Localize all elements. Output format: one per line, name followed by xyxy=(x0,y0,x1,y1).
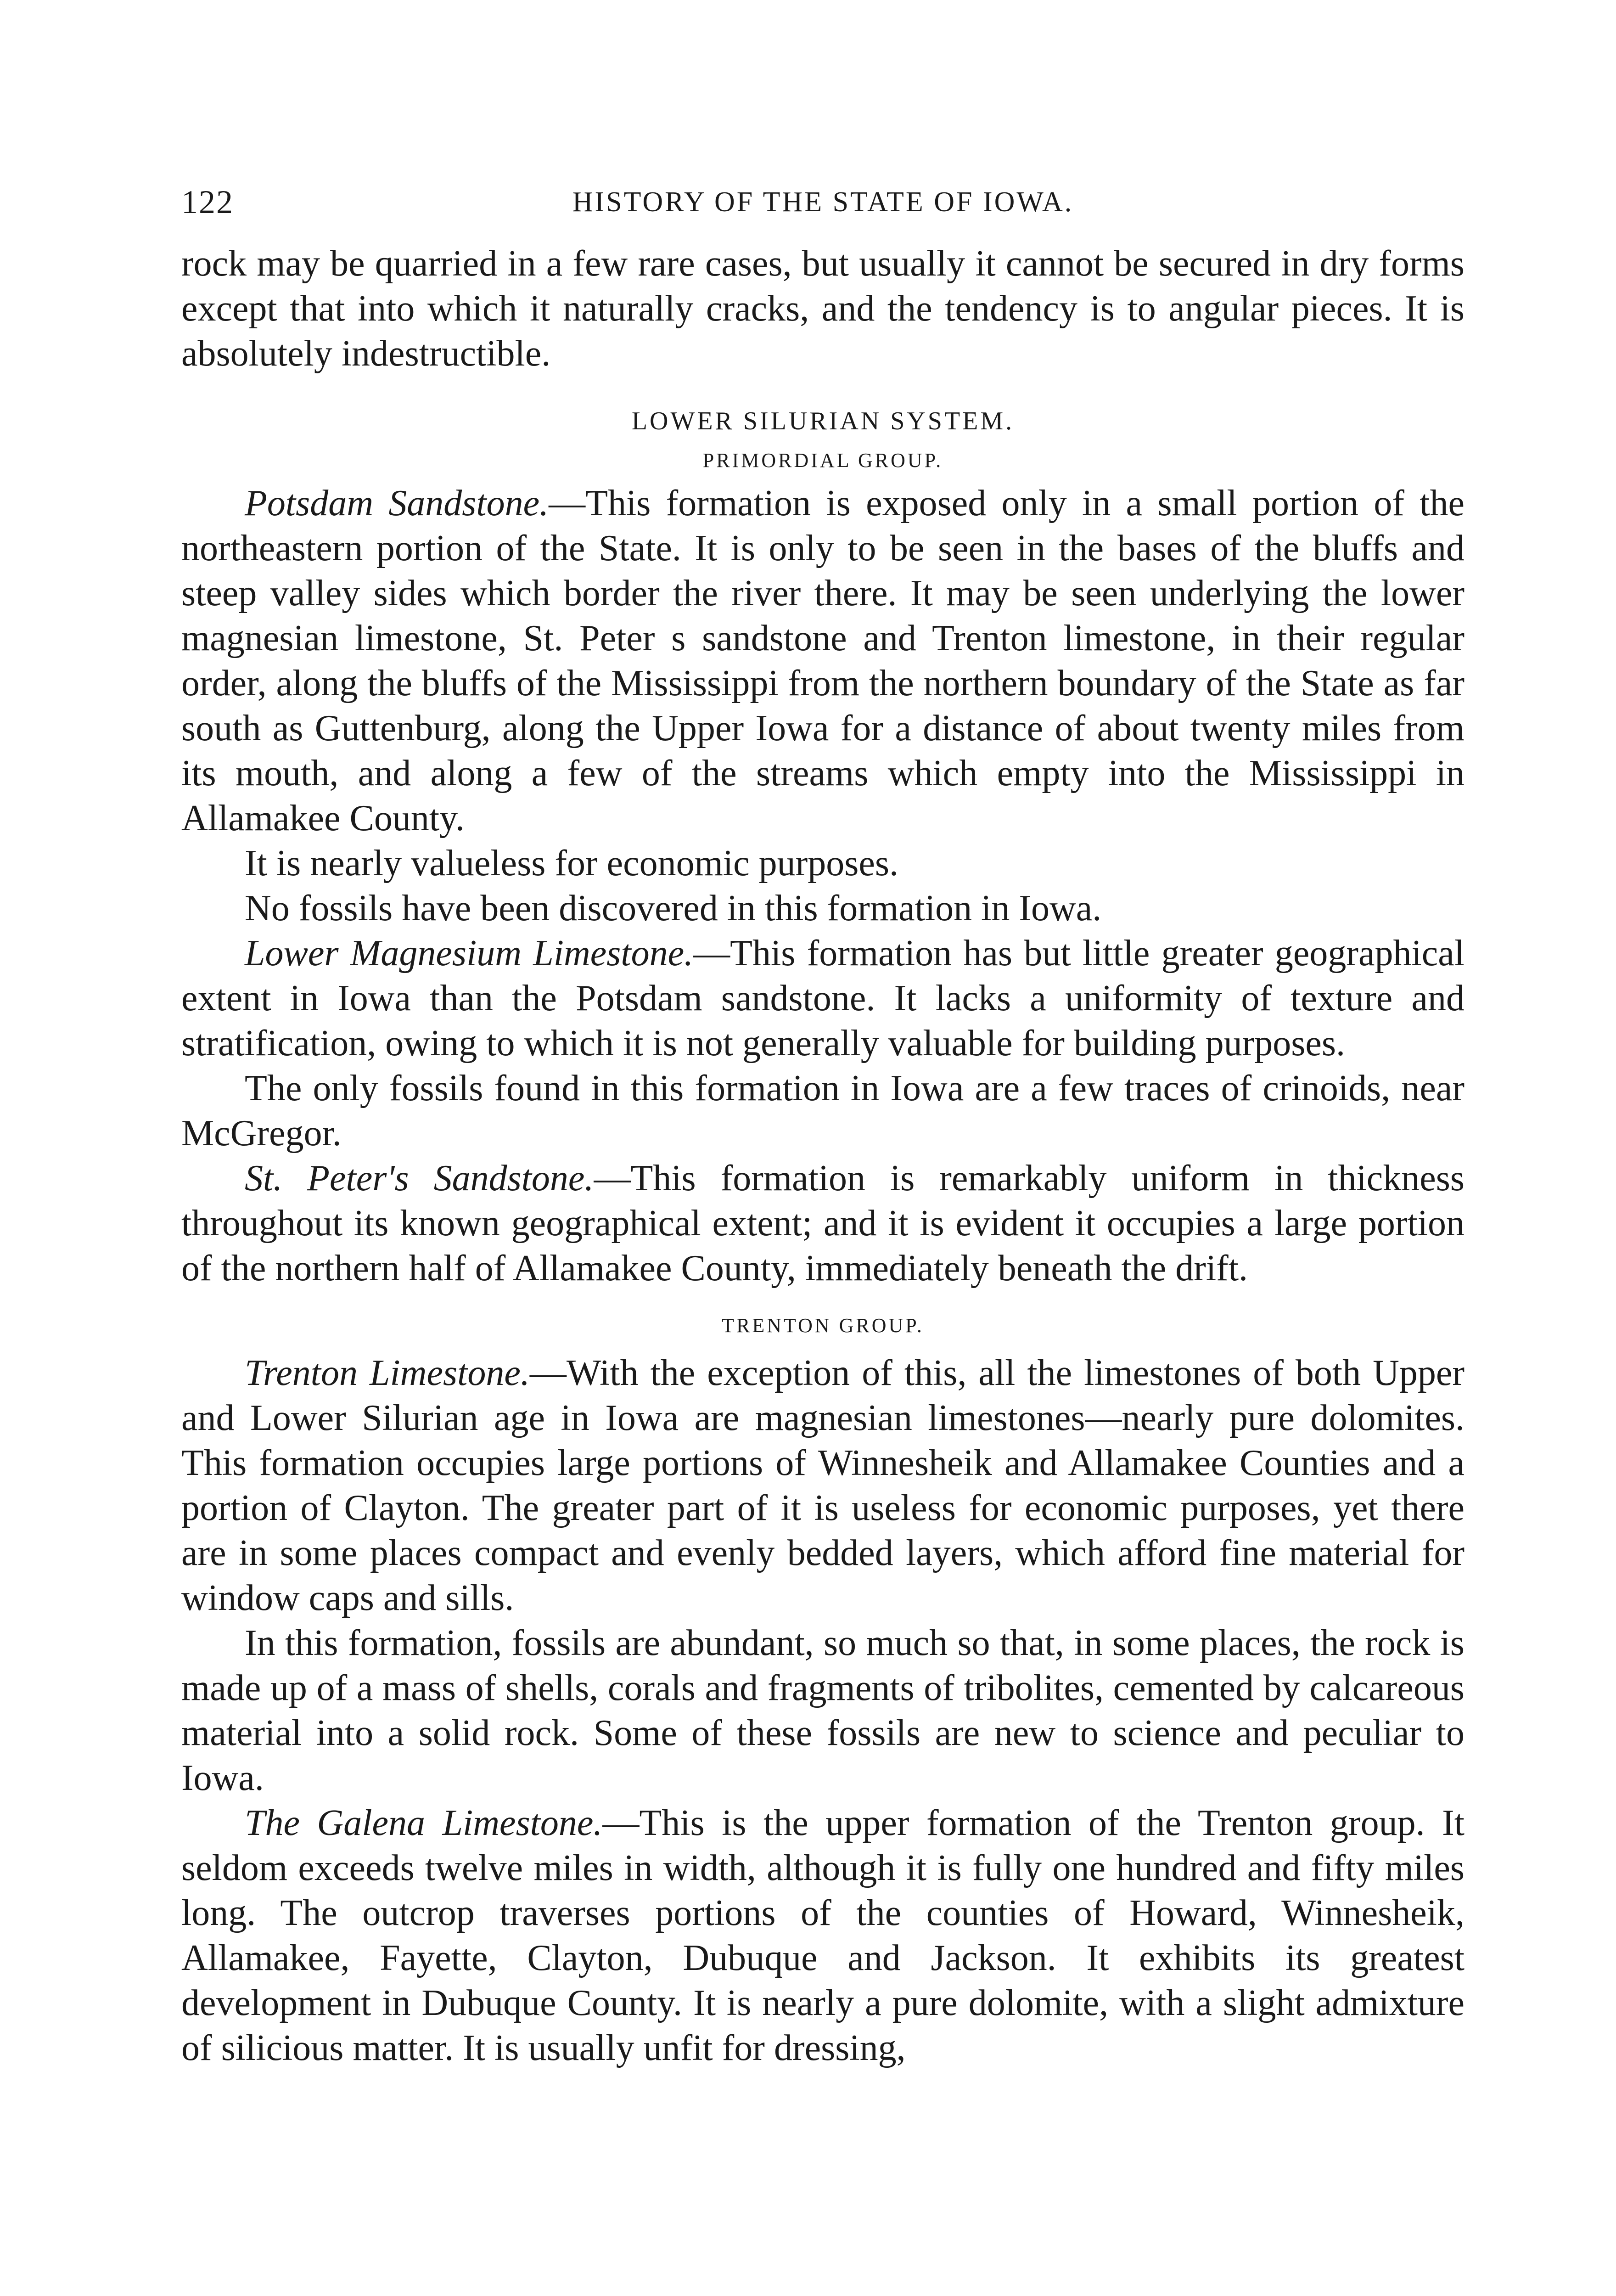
group-heading-trenton: TRENTON GROUP. xyxy=(722,1314,924,1337)
lead-galena: The Galena Limestone. xyxy=(245,1803,603,1843)
text-trenton-limestone: —With the exception of this, all the limestones of both Upper and Lower Silurian age in Iowa are magnesian limestones—nearly pure dolomites. This formation occupies large portions of Winnesheik and Allamakee Counties and a portion of Clayton. The greater part of it is useless for economic purposes, yet there are in some places compact and evenly bedded layers, which afford fine material for window caps and sills. xyxy=(181,1353,1464,1618)
paragraph-st-peters xyxy=(181,1156,1464,1291)
paragraph-trenton-fossils: In this formation, fossils are abundant, so much so that, in some places, the rock is made up of a mass of shells, corals and fragments of tribolites, cemented by calcareous material into a solid rock. Some of these fossils are new to science and peculiar to Iowa. xyxy=(181,1623,1464,1798)
paragraph-lower-magnesian xyxy=(181,931,1464,1066)
lead-lower-magnesian: Lower Magnesium Limestone. xyxy=(245,933,694,974)
text-st-peters: —This formation is remarkably uniform in thickness throughout its known geographical extent; and it is evident it occupies a large portion of the northern half of Allamakee County, immediately beneath the drift. xyxy=(181,1158,1464,1289)
section-heading: LOWER SILURIAN SYSTEM. xyxy=(631,407,1015,435)
running-title: HISTORY OF THE STATE OF IOWA. xyxy=(572,186,1074,218)
body-text xyxy=(181,241,1464,2071)
text-potsdam: —This formation is exposed only in a small portion of the northeastern portion of the State. It is only to be seen in the bases of the bluffs and steep valley sides which border the river there. It may be seen underlying the lower magnesian limestone, St. Peter s sandstone and Trenton limestone, in their regular order, along the bluffs of the Mississippi from the northern boundary of the State as far south as Guttenburg, along the Upper Iowa for a distance of about twenty miles from its mouth, and along a few of the streams which empty into the Mississippi in Allamakee County. xyxy=(181,483,1464,838)
text-galena: —This is the upper formation of the Trenton group. It seldom exceeds twelve miles in width, although it is fully one hundred and fifty miles long. The outcrop traverses portions of the counties of Howard, Winnesheik, Allamakee, Fayette, Clayton, Dubuque and Jackson. It exhibits its greatest development in Dubuque County. It is nearly a pure dolomite, with a slight admixture of silicious matter. It is usually unfit for dressing, xyxy=(181,1803,1464,2068)
paragraph-potsdam-fossils: No fossils have been discovered in this formation in Iowa. xyxy=(245,888,1102,929)
paragraph-galena xyxy=(181,1801,1464,2071)
running-head xyxy=(181,181,1464,223)
paragraph-potsdam xyxy=(181,481,1464,841)
book-page xyxy=(181,181,1464,2071)
paragraph-trenton-limestone xyxy=(181,1351,1464,1621)
page-number: 122 xyxy=(181,184,234,220)
lead-potsdam: Potsdam Sandstone. xyxy=(245,483,549,523)
continuation-paragraph: rock may be quarried in a few rare cases, but usually it cannot be secured in dry forms except that into which it naturally cracks, and the tendency is to angular pieces. It is absolutely indestructible. xyxy=(181,243,1464,374)
paragraph-lower-magnesian-fossils: The only fossils found in this formation in Iowa are a few traces of crinoids, near McGregor. xyxy=(181,1068,1464,1154)
lead-trenton-limestone: Trenton Limestone. xyxy=(245,1353,530,1393)
paragraph-potsdam-economic: It is nearly valueless for economic purposes. xyxy=(245,843,899,884)
group-heading-primordial: PRIMORDIAL GROUP. xyxy=(702,449,943,472)
text-lower-magnesian: —This formation has but little greater geographical extent in Iowa than the Potsdam sandstone. It lacks a uniformity of texture and stratification, owing to which it is not generally valuable for building purposes. xyxy=(181,933,1464,1064)
lead-st-peters: St. Peter's Sandstone. xyxy=(245,1158,594,1199)
